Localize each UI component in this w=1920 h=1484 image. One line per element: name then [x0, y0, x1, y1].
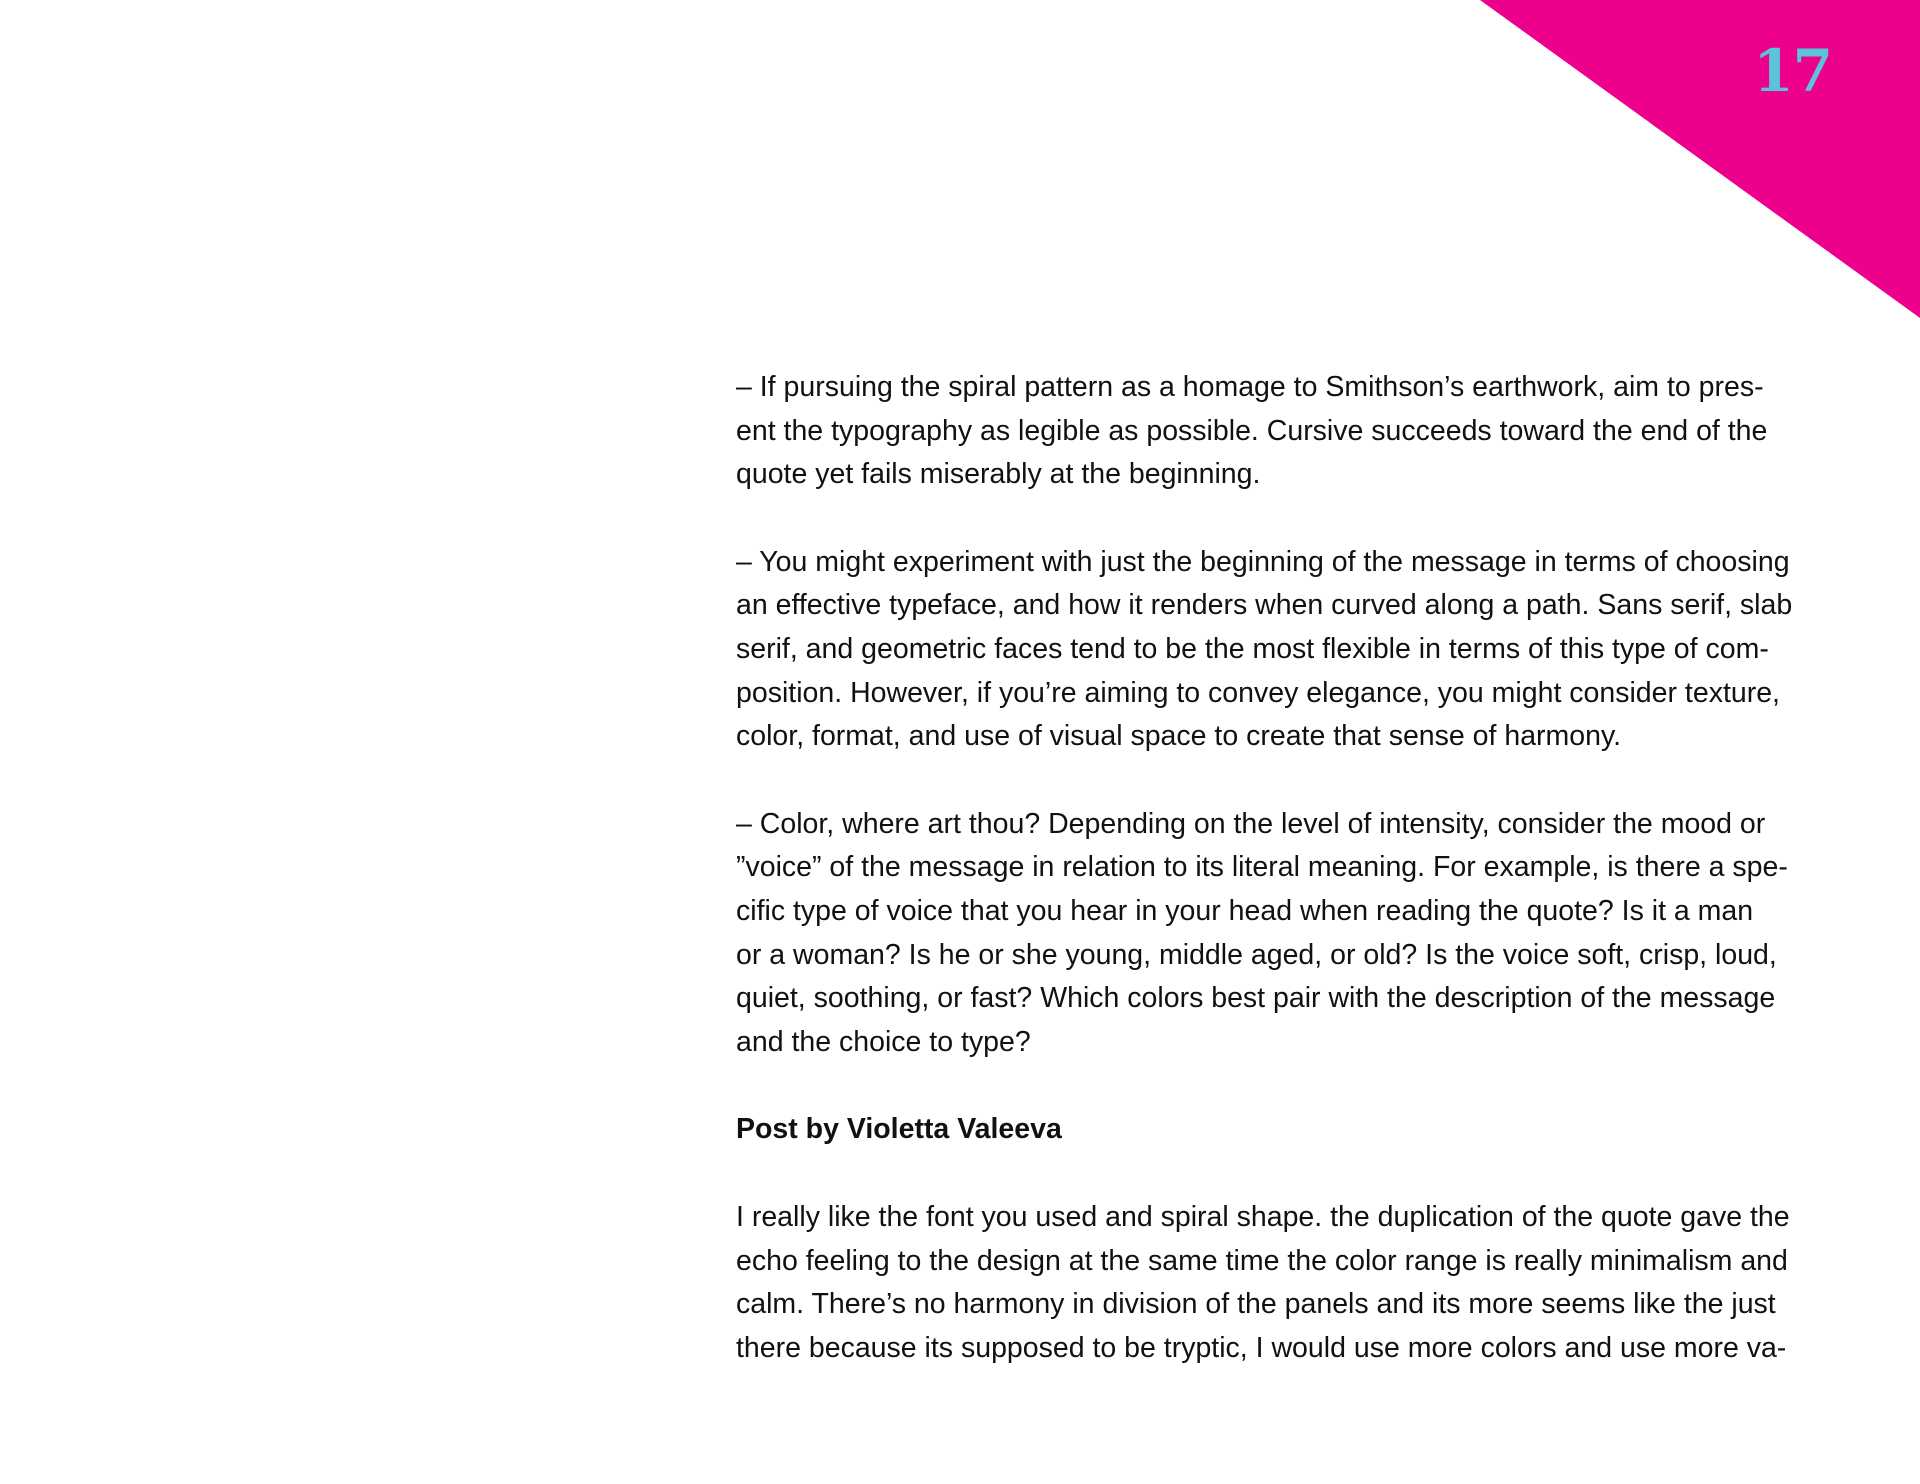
page-number: 17	[1753, 37, 1832, 105]
text-line: ”voice” of the message in relation to its literal meaning. For example, is there a spe-	[736, 851, 1788, 884]
text-line: cific type of voice that you hear in your head when reading the quote? Is it a man	[736, 894, 1754, 927]
text-line: and the choice to type?	[736, 1025, 1031, 1058]
text-line: position. However, if you’re aiming to convey elegance, you might consider texture,	[736, 676, 1780, 709]
text-line: – Color, where art thou? Depending on the level of intensity, consider the mood or	[736, 807, 1766, 840]
text-line: quiet, soothing, or fast? Which colors best pair with the description of the message	[736, 982, 1776, 1015]
text-line: quote yet fails miserably at the beginning.	[736, 458, 1261, 491]
text-line: an effective typeface, and how it renders when curved along a path. Sans serif, slab	[736, 589, 1793, 622]
post-body-paragraph	[736, 1196, 1846, 1370]
text-line: echo feeling to the design at the same time the color range is really minimalism and	[736, 1244, 1788, 1277]
magenta-triangle	[1480, 0, 1920, 318]
feedback-paragraph-spiral	[736, 366, 1846, 497]
text-line: color, format, and use of visual space to create that sense of harmony.	[736, 720, 1622, 753]
text-line: ent the typography as legible as possible. Cursive succeeds toward the end of the	[736, 414, 1768, 447]
feedback-paragraph-typeface	[736, 541, 1846, 759]
text-line: or a woman? Is he or she young, middle aged, or old? Is the voice soft, crisp, loud,	[736, 938, 1777, 971]
text-line: there because its supposed to be tryptic, I would use more colors and use more va-	[736, 1331, 1787, 1364]
post-author-heading: Post by Violetta Valeeva	[736, 1113, 1062, 1146]
text-line: – You might experiment with just the beginning of the message in terms of choosing	[736, 545, 1790, 578]
text-line: serif, and geometric faces tend to be the most flexible in terms of this type of com-	[736, 632, 1769, 665]
page-body	[736, 366, 1846, 1414]
feedback-paragraph-color	[736, 803, 1846, 1065]
text-line: calm. There’s no harmony in division of the panels and its more seems like the just	[736, 1288, 1776, 1321]
text-line: I really like the font you used and spiral shape. the duplication of the quote gave the	[736, 1200, 1790, 1233]
text-line: – If pursuing the spiral pattern as a homage to Smithson’s earthwork, aim to pres-	[736, 371, 1764, 403]
corner-accent-triangle	[0, 0, 1920, 320]
